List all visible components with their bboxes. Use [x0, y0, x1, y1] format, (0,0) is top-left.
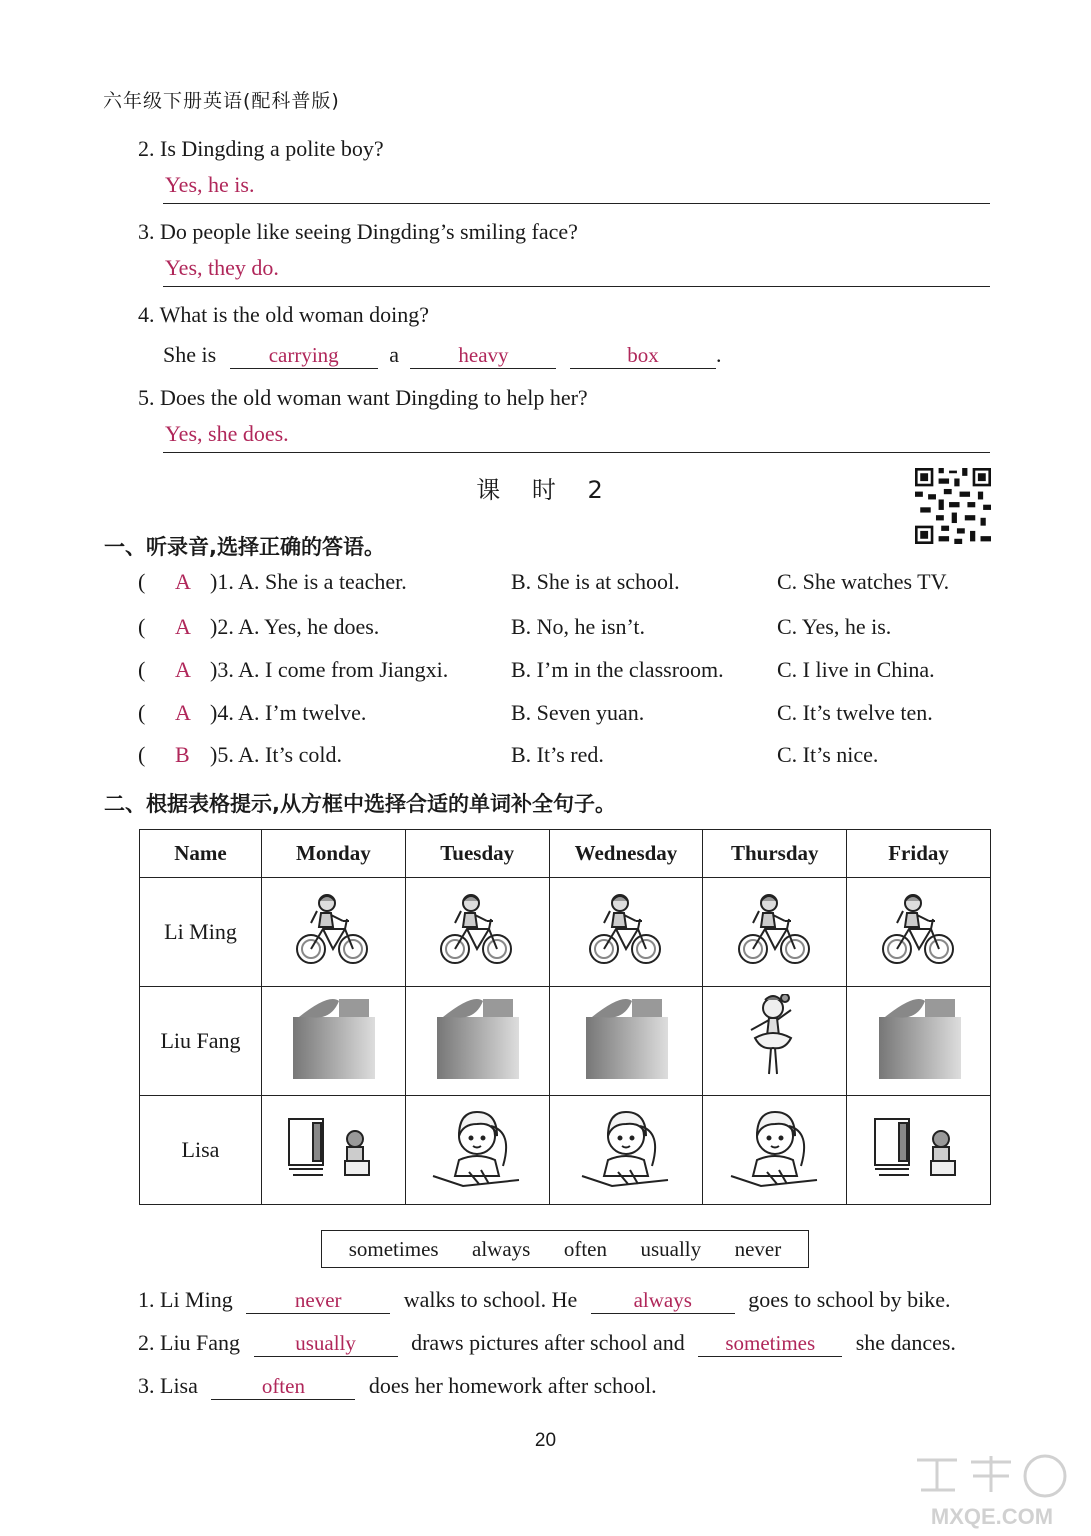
s2-part-a: 2. Liu Fang	[138, 1330, 241, 1355]
activity-cell	[847, 878, 991, 987]
choice-item	[138, 569, 998, 599]
drawing-icon	[582, 997, 670, 1086]
activity-cell	[262, 987, 406, 1096]
bike-icon	[293, 893, 373, 972]
answer-line-5	[163, 419, 990, 453]
option-a: )5. A. It’s cold.	[210, 742, 342, 767]
option-c: C. Yes, he is.	[777, 614, 892, 639]
s1-blank-1: never	[246, 1287, 390, 1314]
option-c: C. It’s nice.	[777, 742, 879, 767]
homework-icon	[429, 1106, 525, 1195]
option-b: B. No, he isn’t.	[511, 614, 646, 639]
table-row	[140, 878, 991, 987]
drawing-icon	[875, 997, 963, 1086]
paren-open: (	[138, 614, 146, 639]
q4-end: .	[715, 342, 722, 367]
option-b: B. I’m in the classroom.	[511, 657, 724, 682]
column-header: Tuesday	[405, 830, 549, 878]
column-header: Monday	[262, 830, 406, 878]
word-option: never	[734, 1236, 782, 1261]
s3-blank-1: often	[211, 1373, 355, 1400]
answer-line-3	[163, 253, 990, 287]
choice-answer: A	[175, 569, 191, 594]
student-name: Lisa	[140, 1096, 262, 1205]
student-name: Li Ming	[140, 878, 262, 987]
option-b: B. It’s red.	[511, 742, 604, 767]
activity-cell	[262, 1096, 406, 1205]
question-5: 5. Does the old woman want Dingding to help her?	[138, 385, 588, 410]
sentence-3	[138, 1373, 657, 1400]
choice-item	[138, 742, 998, 772]
question-4: 4. What is the old woman doing?	[138, 302, 430, 327]
q4-blank-3: box	[570, 342, 716, 369]
s2-blank-2: sometimes	[698, 1330, 842, 1357]
dance-icon	[745, 994, 805, 1089]
choice-answer: A	[175, 614, 191, 639]
word-option: always	[472, 1236, 531, 1261]
answer-line-2	[163, 170, 990, 204]
answer-5: Yes, she does.	[165, 421, 289, 446]
paren-open: (	[138, 700, 146, 725]
s1-part-c: goes to school by bike.	[748, 1287, 951, 1312]
column-header: Wednesday	[549, 830, 703, 878]
section-1-heading: 一、听录音,选择正确的答语。	[104, 535, 385, 559]
student-name: Liu Fang	[140, 987, 262, 1096]
tv-icon	[285, 1115, 381, 1186]
column-header: Name	[140, 830, 262, 878]
s1-blank-2: always	[591, 1287, 735, 1314]
choice-answer: A	[175, 700, 191, 725]
schedule-table	[139, 829, 991, 1205]
option-c: C. She watches TV.	[777, 569, 950, 594]
activity-cell	[703, 1096, 847, 1205]
activity-cell	[405, 1096, 549, 1205]
answer-3: Yes, they do.	[165, 255, 279, 280]
page-number: 20	[534, 1430, 557, 1451]
question-2: 2. Is Dingding a polite boy?	[138, 136, 384, 161]
paren-open: (	[138, 657, 146, 682]
bike-icon	[437, 893, 517, 972]
drawing-icon	[433, 997, 521, 1086]
drawing-icon	[289, 997, 377, 1086]
activity-cell	[405, 878, 549, 987]
qr-code-icon[interactable]	[914, 468, 992, 544]
option-b: B. Seven yuan.	[511, 700, 645, 725]
question-3: 3. Do people like seeing Dingding’s smiling face?	[138, 219, 578, 244]
s3-part-b: does her homework after school.	[368, 1373, 657, 1398]
answer-2: Yes, he is.	[165, 172, 255, 197]
activity-cell	[703, 987, 847, 1096]
table-row	[140, 1096, 991, 1205]
question-4-fill	[163, 342, 721, 369]
bike-icon	[879, 893, 959, 972]
bike-icon	[735, 893, 815, 972]
option-a: )4. A. I’m twelve.	[210, 700, 367, 725]
column-header: Thursday	[703, 830, 847, 878]
book-header: 六年级下册英语(配科普版)	[103, 90, 340, 112]
word-option: often	[563, 1236, 607, 1261]
bike-icon	[586, 893, 666, 972]
option-c: C. I live in China.	[777, 657, 935, 682]
activity-cell	[847, 1096, 991, 1205]
sentence-2	[138, 1330, 956, 1357]
lesson-title: 课 时 2	[476, 476, 615, 504]
q4-prefix: She is	[163, 342, 217, 367]
choice-answer: A	[175, 657, 191, 682]
section-2-heading: 二、根据表格提示,从方框中选择合适的单词补全句子。	[104, 792, 616, 816]
s2-part-b: draws pictures after school and	[411, 1330, 685, 1355]
choice-answer: B	[175, 742, 190, 767]
word-option: sometimes	[348, 1236, 439, 1261]
s2-part-c: she dances.	[855, 1330, 956, 1355]
column-header: Friday	[847, 830, 991, 878]
word-box	[321, 1230, 809, 1268]
option-a: )1. A. She is a teacher.	[210, 569, 407, 594]
tv-icon	[871, 1115, 967, 1186]
table-header-row	[140, 830, 991, 878]
s3-part-a: 3. Lisa	[138, 1373, 198, 1398]
activity-cell	[549, 987, 703, 1096]
option-a: )3. A. I come from Jiangxi.	[210, 657, 449, 682]
word-option: usually	[640, 1236, 702, 1261]
option-a: )2. A. Yes, he does.	[210, 614, 380, 639]
q4-blank-2: heavy	[410, 342, 556, 369]
q4-blank-1: carrying	[230, 342, 378, 369]
s1-part-a: 1. Li Ming	[138, 1287, 233, 1312]
activity-cell	[847, 987, 991, 1096]
svg-text:MXQE.COM: MXQE.COM	[930, 1504, 1054, 1529]
homework-icon	[727, 1106, 823, 1195]
paren-open: (	[138, 569, 146, 594]
choice-item	[138, 700, 998, 730]
watermark-logo	[907, 1450, 1077, 1530]
option-b: B. She is at school.	[511, 569, 680, 594]
option-c: C. It’s twelve ten.	[777, 700, 933, 725]
choice-item	[138, 657, 998, 687]
activity-cell	[549, 878, 703, 987]
sentence-1	[138, 1287, 951, 1314]
q4-mid: a	[389, 342, 399, 367]
activity-cell	[549, 1096, 703, 1205]
paren-open: (	[138, 742, 146, 767]
s2-blank-1: usually	[254, 1330, 398, 1357]
activity-cell	[262, 878, 406, 987]
choice-item	[138, 614, 998, 644]
activity-cell	[703, 878, 847, 987]
s1-part-b: walks to school. He	[403, 1287, 578, 1312]
activity-cell	[405, 987, 549, 1096]
homework-icon	[578, 1106, 674, 1195]
table-row	[140, 987, 991, 1096]
